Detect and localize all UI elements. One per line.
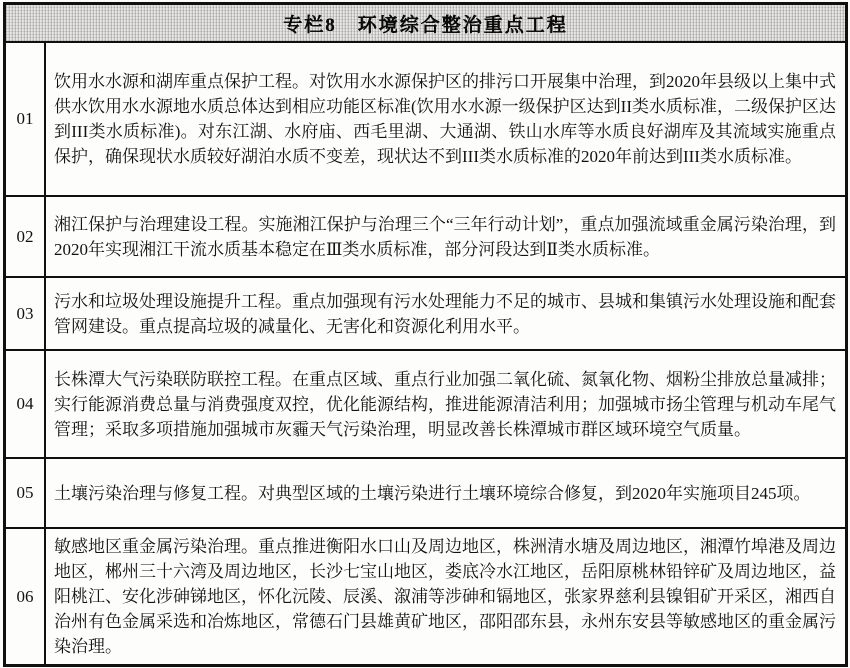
- row-number: 04: [6, 351, 46, 457]
- row-number: 01: [6, 43, 46, 195]
- project-description: 土壤污染治理与修复工程。对典型区域的土壤污染进行土壤环境综合修复，到2020年实施项目245项。: [54, 483, 811, 503]
- row-text-cell: [46, 351, 845, 457]
- project-description: 污水和垃圾处理设施提升工程。重点加强现有污水处理能力不足的城市、县城和集镇污水处理设施和配套管网建设。重点提高垃圾的减量化、无害化和资源化利用水平。: [54, 291, 836, 336]
- row-text-cell: [46, 529, 845, 664]
- table-row: [6, 529, 845, 664]
- row-text-cell: [46, 197, 845, 276]
- table-title: 专栏8 环境综合整治重点工程: [6, 5, 845, 43]
- project-description: 饮用水水源和湖库重点保护工程。对饮用水水源保护区的排污口开展集中治理，到2020年县级以上集中式供水饮用水水源地水质总体达到相应功能区标准(饮用水水源一级保护区达到II类水质标准，二级保护区达到III类水质标准)。对东江湖、水府庙、西毛里湖、大通湖、铁山水库等水质良好湖库及其流域实施重点保护，确保现状水质较好湖泊水质不变差，现状达不到III类水质标准的2020年前达到III类水质标准。: [54, 72, 836, 166]
- row-text-cell: [46, 459, 845, 527]
- row-number: 05: [6, 459, 46, 527]
- project-description: 湘江保护与治理建设工程。实施湘江保护与治理三个“三年行动计划”，重点加强流域重金属污染治理，到2020年实现湘江干流水质基本稳定在Ⅲ类水质标准，部分河段达到Ⅱ类水质标准。: [54, 214, 836, 259]
- table-row: [6, 351, 845, 459]
- row-text-cell: [46, 278, 845, 349]
- row-number: 03: [6, 278, 46, 349]
- table-row: [6, 197, 845, 278]
- table-row: [6, 43, 845, 197]
- table-row: [6, 278, 845, 351]
- column8-table: [3, 2, 848, 667]
- project-description: 敏感地区重金属污染治理。重点推进衡阳水口山及周边地区，株洲清水塘及周边地区，湘潭竹埠港及周边地区，郴州三十六湾及周边地区，长沙七宝山地区，娄底冷水江地区，岳阳原桃林铅锌矿及周边地区，益阳桃江、安化涉砷锑地区，怀化沅陵、辰溪、溆浦等涉砷和镉地区，张家界慈利县镍钼矿开采区，湘西自治州有色金属采选和冶炼地区，常德石门县雄黄矿地区，邵阳邵东县，永州东安县等敏感地区的重金属污染治理。: [54, 537, 836, 656]
- table-row: [6, 459, 845, 529]
- row-number: 06: [6, 529, 46, 664]
- row-text-cell: [46, 43, 845, 195]
- row-number: 02: [6, 197, 46, 276]
- project-description: 长株潭大气污染联防联控工程。在重点区域、重点行业加强二氧化硫、氮氧化物、烟粉尘排放总量减排；实行能源消费总量与消费强度双控，优化能源结构，推进能源清洁利用；加强城市扬尘管理与机动车尾气管理；采取多项措施加强城市灰霾天气污染治理，明显改善长株潭城市群区域环境空气质量。: [54, 369, 836, 439]
